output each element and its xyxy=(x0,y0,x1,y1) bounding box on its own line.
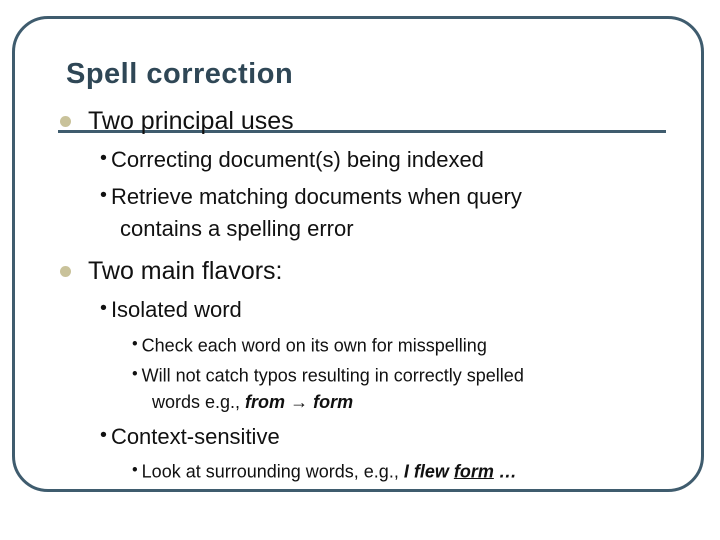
detail-text: Will not catch typos resulting in correctly spelled xyxy=(141,365,524,386)
sub-bullet-retrieve-continuation: contains a spelling error xyxy=(120,216,354,241)
sub-bullet-text: Correcting document(s) being indexed xyxy=(110,147,484,172)
sub-bullet-text: Retrieve matching documents when query xyxy=(110,184,522,209)
arrow-right-icon: → xyxy=(290,392,309,412)
slide-title: Spell correction xyxy=(66,58,294,90)
detail-will-not-catch xyxy=(132,364,524,388)
example-phrase-start: I flew xyxy=(403,461,454,482)
detail-text: Check each word on its own for misspelling xyxy=(141,335,487,356)
sub-bullet-isolated-word xyxy=(100,296,242,325)
bullet-main-flavors: Two main flavors: xyxy=(88,257,283,285)
sub-bullet-text: Context-sensitive xyxy=(110,424,280,449)
bullet-icon: • xyxy=(100,147,107,170)
bullet-icon: • xyxy=(100,184,107,207)
bullet-principal-uses: Two principal uses xyxy=(88,107,294,135)
detail-check-each-word xyxy=(132,334,487,358)
bullet-icon: • xyxy=(132,365,138,383)
bullet-icon: • xyxy=(100,297,107,320)
detail-look-at-surrounding xyxy=(132,460,517,484)
detail-will-not-catch-continuation xyxy=(152,392,353,413)
bullet-dot-icon xyxy=(60,266,71,277)
detail-prefix: Look at surrounding words, e.g., xyxy=(141,461,404,482)
continuation-prefix: words e.g., xyxy=(152,392,246,412)
example-from: from xyxy=(245,392,286,412)
example-phrase-underlined: form xyxy=(453,461,494,482)
sub-bullet-retrieve xyxy=(100,183,522,212)
sub-bullet-text: Isolated word xyxy=(110,297,242,322)
sub-bullet-correcting xyxy=(100,146,484,175)
bullet-icon: • xyxy=(132,335,138,353)
sub-bullet-context-sensitive xyxy=(100,423,280,452)
bullet-icon: • xyxy=(132,461,138,479)
example-form: form xyxy=(313,392,354,412)
example-phrase-end: … xyxy=(493,461,517,482)
bullet-icon: • xyxy=(100,424,107,447)
bullet-dot-icon xyxy=(60,116,71,127)
